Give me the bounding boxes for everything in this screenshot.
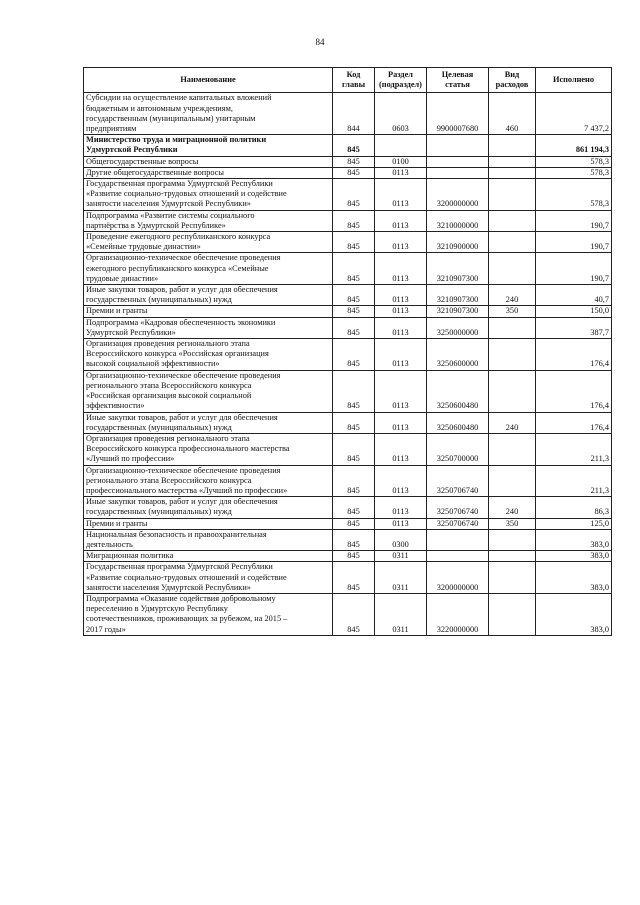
row-code: 845 — [333, 285, 375, 306]
row-kind — [489, 339, 536, 371]
row-code: 845 — [333, 465, 375, 497]
table-row — [84, 593, 612, 635]
row-target: 3250000000 — [427, 317, 489, 338]
table-row — [84, 518, 612, 529]
row-section: 0113 — [375, 465, 427, 497]
row-kind — [489, 370, 536, 412]
row-code: 845 — [333, 529, 375, 550]
row-name: Проведение ежегодного республиканского конкурса «Семейные трудовые династии» — [84, 232, 333, 253]
row-code: 845 — [333, 518, 375, 529]
row-target: 3200000000 — [427, 562, 489, 594]
row-name: Подпрограмма «Оказание содействия добровольному переселению в Удмуртскую Республику соотечественников, проживающих за рубежом, на 2015 – 2017 годы» — [84, 593, 333, 635]
row-code: 845 — [333, 253, 375, 285]
table-row — [84, 562, 612, 594]
row-kind: 240 — [489, 412, 536, 433]
row-name: Иные закупки товаров, работ и услуг для обеспечения государственных (муниципальных) нужд — [84, 285, 333, 306]
row-kind: 350 — [489, 518, 536, 529]
header-target: Целевая статья — [427, 68, 489, 93]
header-name: Наименование — [84, 68, 333, 93]
row-target: 3250600480 — [427, 412, 489, 433]
row-section: 0113 — [375, 433, 427, 465]
table-row — [84, 317, 612, 338]
row-amount: 190,7 — [536, 253, 612, 285]
row-amount: 211,3 — [536, 433, 612, 465]
row-target: 3210000000 — [427, 210, 489, 231]
row-target: 3250600000 — [427, 339, 489, 371]
row-name: Иные закупки товаров, работ и услуг для обеспечения государственных (муниципальных) нужд — [84, 497, 333, 518]
header-section: Раздел (подраздел) — [375, 68, 427, 93]
row-section: 0113 — [375, 339, 427, 371]
row-section: 0113 — [375, 370, 427, 412]
row-name: Премии и гранты — [84, 518, 333, 529]
table-row — [84, 497, 612, 518]
row-name: Организационно-техническое обеспечение проведения регионального этапа Всероссийского конкурса «Российская организация высокой социальной эффективности» — [84, 370, 333, 412]
table-row — [84, 93, 612, 135]
table-row — [84, 306, 612, 317]
row-name: Миграционная политика — [84, 551, 333, 562]
row-section: 0113 — [375, 285, 427, 306]
row-name: Общегосударственные вопросы — [84, 156, 333, 167]
row-amount: 578,3 — [536, 179, 612, 211]
row-name: Организация проведения регионального этапа Всероссийского конкурса профессионального мастерства «Лучший по профессии» — [84, 433, 333, 465]
row-section: 0113 — [375, 412, 427, 433]
row-target: 3250706740 — [427, 497, 489, 518]
row-amount: 86,3 — [536, 497, 612, 518]
row-amount: 125,0 — [536, 518, 612, 529]
header-amount: Исполнено — [536, 68, 612, 93]
row-code: 845 — [333, 593, 375, 635]
row-code: 845 — [333, 156, 375, 167]
row-code: 844 — [333, 93, 375, 135]
row-section: 0113 — [375, 518, 427, 529]
row-kind — [489, 253, 536, 285]
row-section — [375, 135, 427, 156]
table-row — [84, 370, 612, 412]
row-target: 3250600480 — [427, 370, 489, 412]
row-target: 3250700000 — [427, 433, 489, 465]
row-amount: 150,0 — [536, 306, 612, 317]
table-row — [84, 253, 612, 285]
table-row — [84, 179, 612, 211]
row-target: 3210907300 — [427, 285, 489, 306]
row-code: 845 — [333, 210, 375, 231]
row-target: 9900007680 — [427, 93, 489, 135]
row-name: Подпрограмма «Развитие системы социального партнёрства в Удмуртской Республике» — [84, 210, 333, 231]
row-section: 0113 — [375, 167, 427, 178]
row-amount: 211,3 — [536, 465, 612, 497]
row-target — [427, 135, 489, 156]
row-code: 845 — [333, 412, 375, 433]
row-name: Иные закупки товаров, работ и услуг для обеспечения государственных (муниципальных) нужд — [84, 412, 333, 433]
table-row — [84, 210, 612, 231]
row-section: 0603 — [375, 93, 427, 135]
row-code: 845 — [333, 306, 375, 317]
row-section: 0113 — [375, 253, 427, 285]
row-target — [427, 551, 489, 562]
row-code: 845 — [333, 135, 375, 156]
row-code: 845 — [333, 433, 375, 465]
row-code: 845 — [333, 232, 375, 253]
row-kind — [489, 156, 536, 167]
row-section: 0113 — [375, 317, 427, 338]
header-kind: Вид расходов — [489, 68, 536, 93]
row-name: Премии и гранты — [84, 306, 333, 317]
row-kind — [489, 551, 536, 562]
row-amount: 176,4 — [536, 370, 612, 412]
row-kind: 460 — [489, 93, 536, 135]
row-name: Национальная безопасность и правоохранительная деятельность — [84, 529, 333, 550]
row-section: 0311 — [375, 593, 427, 635]
row-kind — [489, 465, 536, 497]
row-kind: 240 — [489, 497, 536, 518]
row-target — [427, 529, 489, 550]
table-row — [84, 433, 612, 465]
row-target: 3210907300 — [427, 253, 489, 285]
row-code: 845 — [333, 370, 375, 412]
row-name: Организация проведения регионального этапа Всероссийского конкурса «Российская организация высокой социальной эффективности» — [84, 339, 333, 371]
row-name: Государственная программа Удмуртской Республики «Развитие социально-трудовых отношений и содействие занятости населения Удмуртской Республики» — [84, 179, 333, 211]
row-code: 845 — [333, 317, 375, 338]
row-amount: 861 194,3 — [536, 135, 612, 156]
row-kind — [489, 232, 536, 253]
row-section: 0113 — [375, 497, 427, 518]
row-kind — [489, 529, 536, 550]
table-row — [84, 285, 612, 306]
budget-execution-table — [83, 67, 612, 636]
row-section: 0113 — [375, 232, 427, 253]
row-name: Субсидии на осуществление капитальных вложений бюджетным и автономным учреждениям, государственным (муниципальным) унитарным предприятиям — [84, 93, 333, 135]
row-amount: 190,7 — [536, 210, 612, 231]
row-kind — [489, 317, 536, 338]
table-row — [84, 551, 612, 562]
row-section: 0300 — [375, 529, 427, 550]
table-row — [84, 412, 612, 433]
row-target — [427, 156, 489, 167]
row-target: 3250706740 — [427, 518, 489, 529]
row-target: 3210907300 — [427, 306, 489, 317]
row-kind — [489, 562, 536, 594]
row-kind — [489, 179, 536, 211]
row-code: 845 — [333, 339, 375, 371]
table-row — [84, 167, 612, 178]
page-number: 84 — [315, 37, 325, 47]
row-amount: 40,7 — [536, 285, 612, 306]
table-row — [84, 232, 612, 253]
row-amount: 190,7 — [536, 232, 612, 253]
row-amount: 578,3 — [536, 167, 612, 178]
row-section: 0113 — [375, 306, 427, 317]
row-amount: 383,0 — [536, 562, 612, 594]
table-row — [84, 465, 612, 497]
row-section: 0113 — [375, 210, 427, 231]
row-target: 3210900000 — [427, 232, 489, 253]
table-row — [84, 135, 612, 156]
row-kind — [489, 593, 536, 635]
row-target: 3200000000 — [427, 179, 489, 211]
row-code: 845 — [333, 551, 375, 562]
row-section: 0113 — [375, 179, 427, 211]
row-section: 0100 — [375, 156, 427, 167]
row-name: Подпрограмма «Кадровая обеспеченность экономики Удмуртской Республики» — [84, 317, 333, 338]
row-name: Министерство труда и миграционной политики Удмуртской Республики — [84, 135, 333, 156]
row-amount: 176,4 — [536, 339, 612, 371]
row-section: 0311 — [375, 562, 427, 594]
row-amount: 383,0 — [536, 551, 612, 562]
table-row — [84, 156, 612, 167]
table-row — [84, 529, 612, 550]
row-target: 3250706740 — [427, 465, 489, 497]
row-kind: 240 — [489, 285, 536, 306]
row-amount: 387,7 — [536, 317, 612, 338]
row-code: 845 — [333, 562, 375, 594]
row-name: Государственная программа Удмуртской Республики «Развитие социально-трудовых отношений и содействие занятости населения Удмуртской Республики» — [84, 562, 333, 594]
row-target: 3220000000 — [427, 593, 489, 635]
row-amount: 7 437,2 — [536, 93, 612, 135]
row-kind — [489, 135, 536, 156]
row-name: Организационно-техническое обеспечение проведения ежегодного республиканского конкурса «Семейные трудовые династии» — [84, 253, 333, 285]
row-code: 845 — [333, 179, 375, 211]
row-kind — [489, 433, 536, 465]
table-header-row — [84, 68, 612, 93]
row-code: 845 — [333, 167, 375, 178]
row-amount: 176,4 — [536, 412, 612, 433]
row-code: 845 — [333, 497, 375, 518]
row-kind — [489, 210, 536, 231]
row-amount: 383,0 — [536, 529, 612, 550]
row-amount: 578,3 — [536, 156, 612, 167]
row-amount: 383,0 — [536, 593, 612, 635]
table-row — [84, 339, 612, 371]
row-target — [427, 167, 489, 178]
row-kind — [489, 167, 536, 178]
row-section: 0311 — [375, 551, 427, 562]
row-kind: 350 — [489, 306, 536, 317]
row-name: Организационно-техническое обеспечение проведения регионального этапа Всероссийского конкурса профессионального мастерства «Лучший по профессии» — [84, 465, 333, 497]
row-name: Другие общегосударственные вопросы — [84, 167, 333, 178]
header-code: Код главы — [333, 68, 375, 93]
